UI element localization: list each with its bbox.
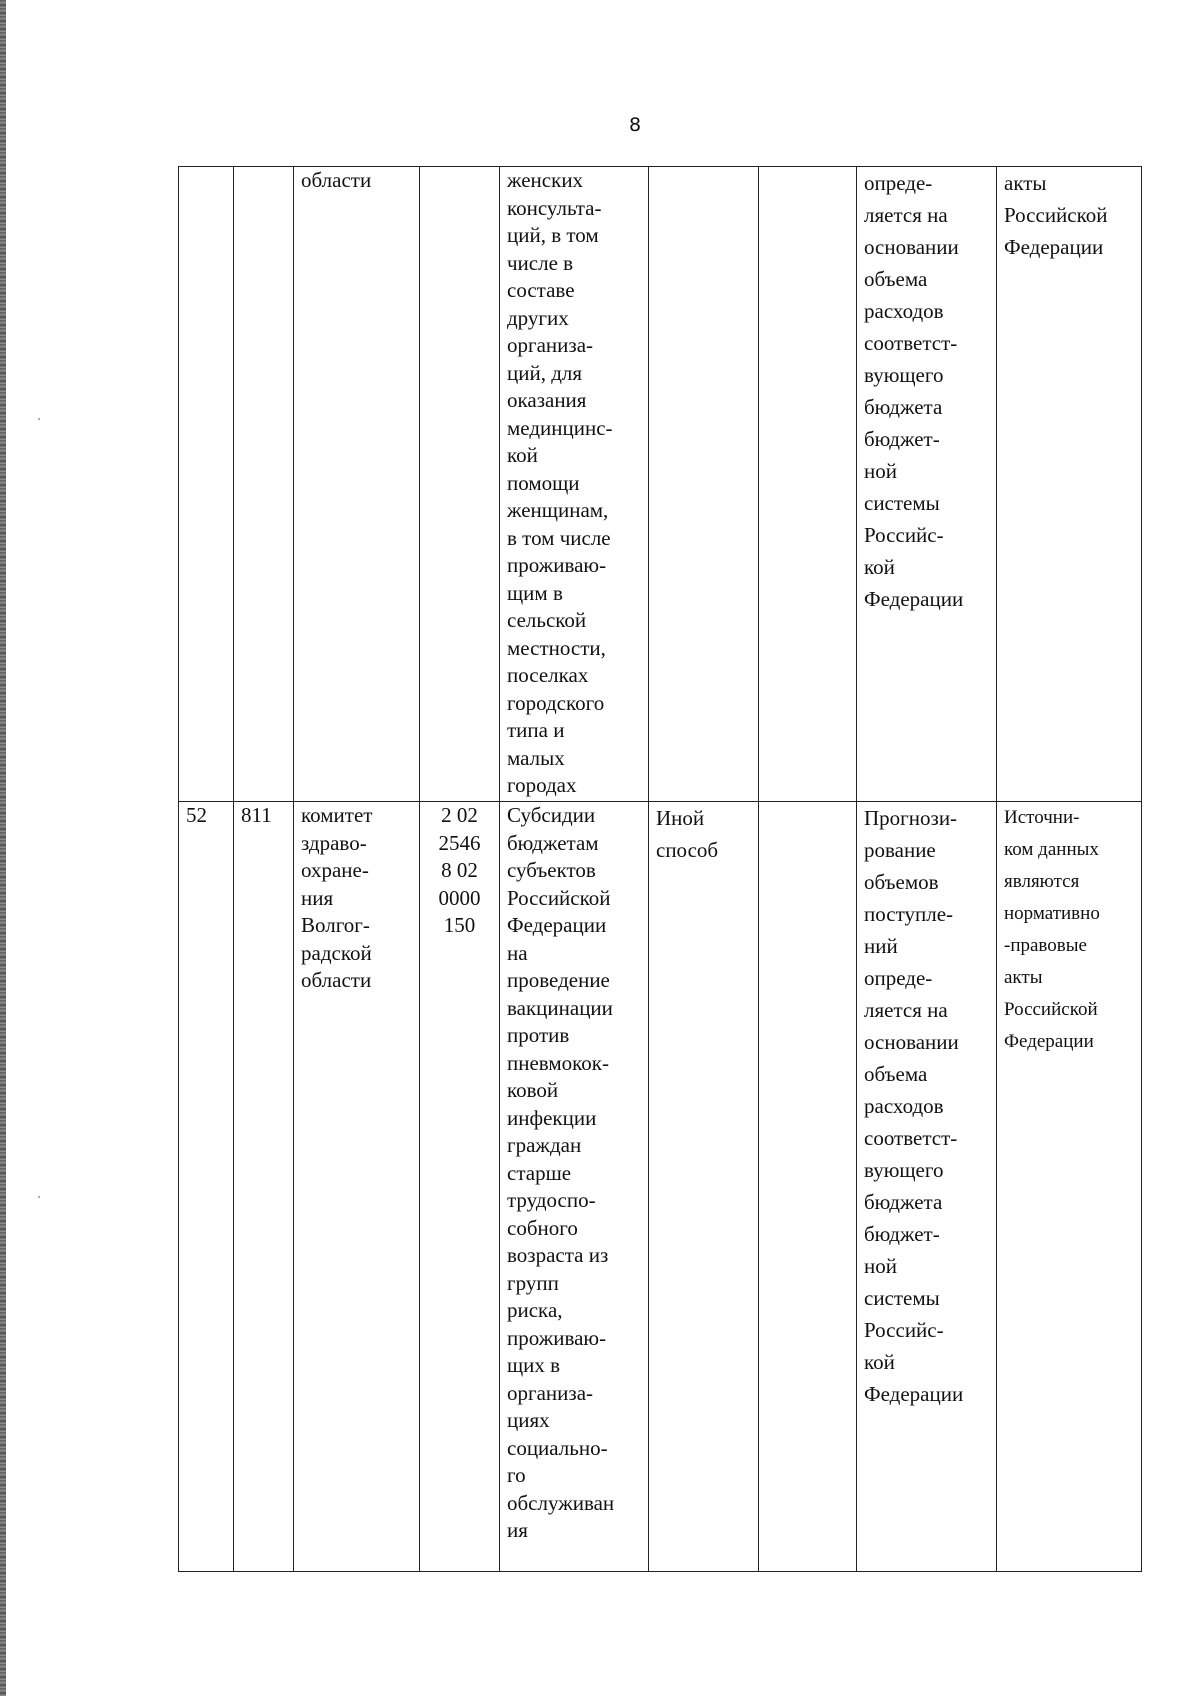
admin-code-cell: 811 bbox=[234, 802, 294, 1572]
row-number-cell: 52 bbox=[179, 802, 234, 1572]
admin-name-cell: области bbox=[294, 167, 420, 802]
algorithm-cell: Прогнози- рование объемов поступле- ний опреде- ляется на основании объема расходов соответст- вующего бюджета бюджет- ной системы Российс- кой Федерации bbox=[857, 802, 997, 1572]
revenue-name-cell: женских консульта- ций, в том числе в составе других организа- ций, для оказания мединцинс- кой помощи женщинам, в том числе проживаю- щим в сельской местности, поселках городского типа и малых городах bbox=[500, 167, 649, 802]
page-number: 8 bbox=[628, 114, 642, 136]
formula-cell bbox=[759, 802, 857, 1572]
scan-speck bbox=[38, 1196, 40, 1198]
algorithm-cell: опреде- ляется на основании объема расходов соответст- вующего бюджета бюджет- ной системы Российс- кой Федерации bbox=[857, 167, 997, 802]
kbk-cell bbox=[420, 167, 500, 802]
row-number-cell bbox=[179, 167, 234, 802]
table-row bbox=[179, 167, 1142, 802]
method-cell: Иной способ bbox=[649, 802, 759, 1572]
admin-name-cell: комитет здраво- охране- ния Волгог- радской области bbox=[294, 802, 420, 1572]
table-row bbox=[179, 802, 1142, 1572]
formula-cell bbox=[759, 167, 857, 802]
kbk-cell: 2 02 2546 8 02 0000 150 bbox=[420, 802, 500, 1572]
source-cell: акты Российской Федерации bbox=[997, 167, 1142, 802]
admin-code-cell bbox=[234, 167, 294, 802]
scan-edge bbox=[0, 0, 6, 1696]
method-cell bbox=[649, 167, 759, 802]
scan-speck bbox=[38, 418, 40, 420]
revenue-table bbox=[178, 166, 1142, 1572]
revenue-name-cell: Субсидии бюджетам субъектов Российской Федерации на проведение вакцинации против пневмокок- ковой инфекции граждан старше трудоспо- собного возраста из групп риска, проживаю- щих в организа- циях социально- го обслуживан ия bbox=[500, 802, 649, 1572]
source-cell: Источни- ком данных являются нормативно -правовые акты Российской Федерации bbox=[997, 802, 1142, 1572]
